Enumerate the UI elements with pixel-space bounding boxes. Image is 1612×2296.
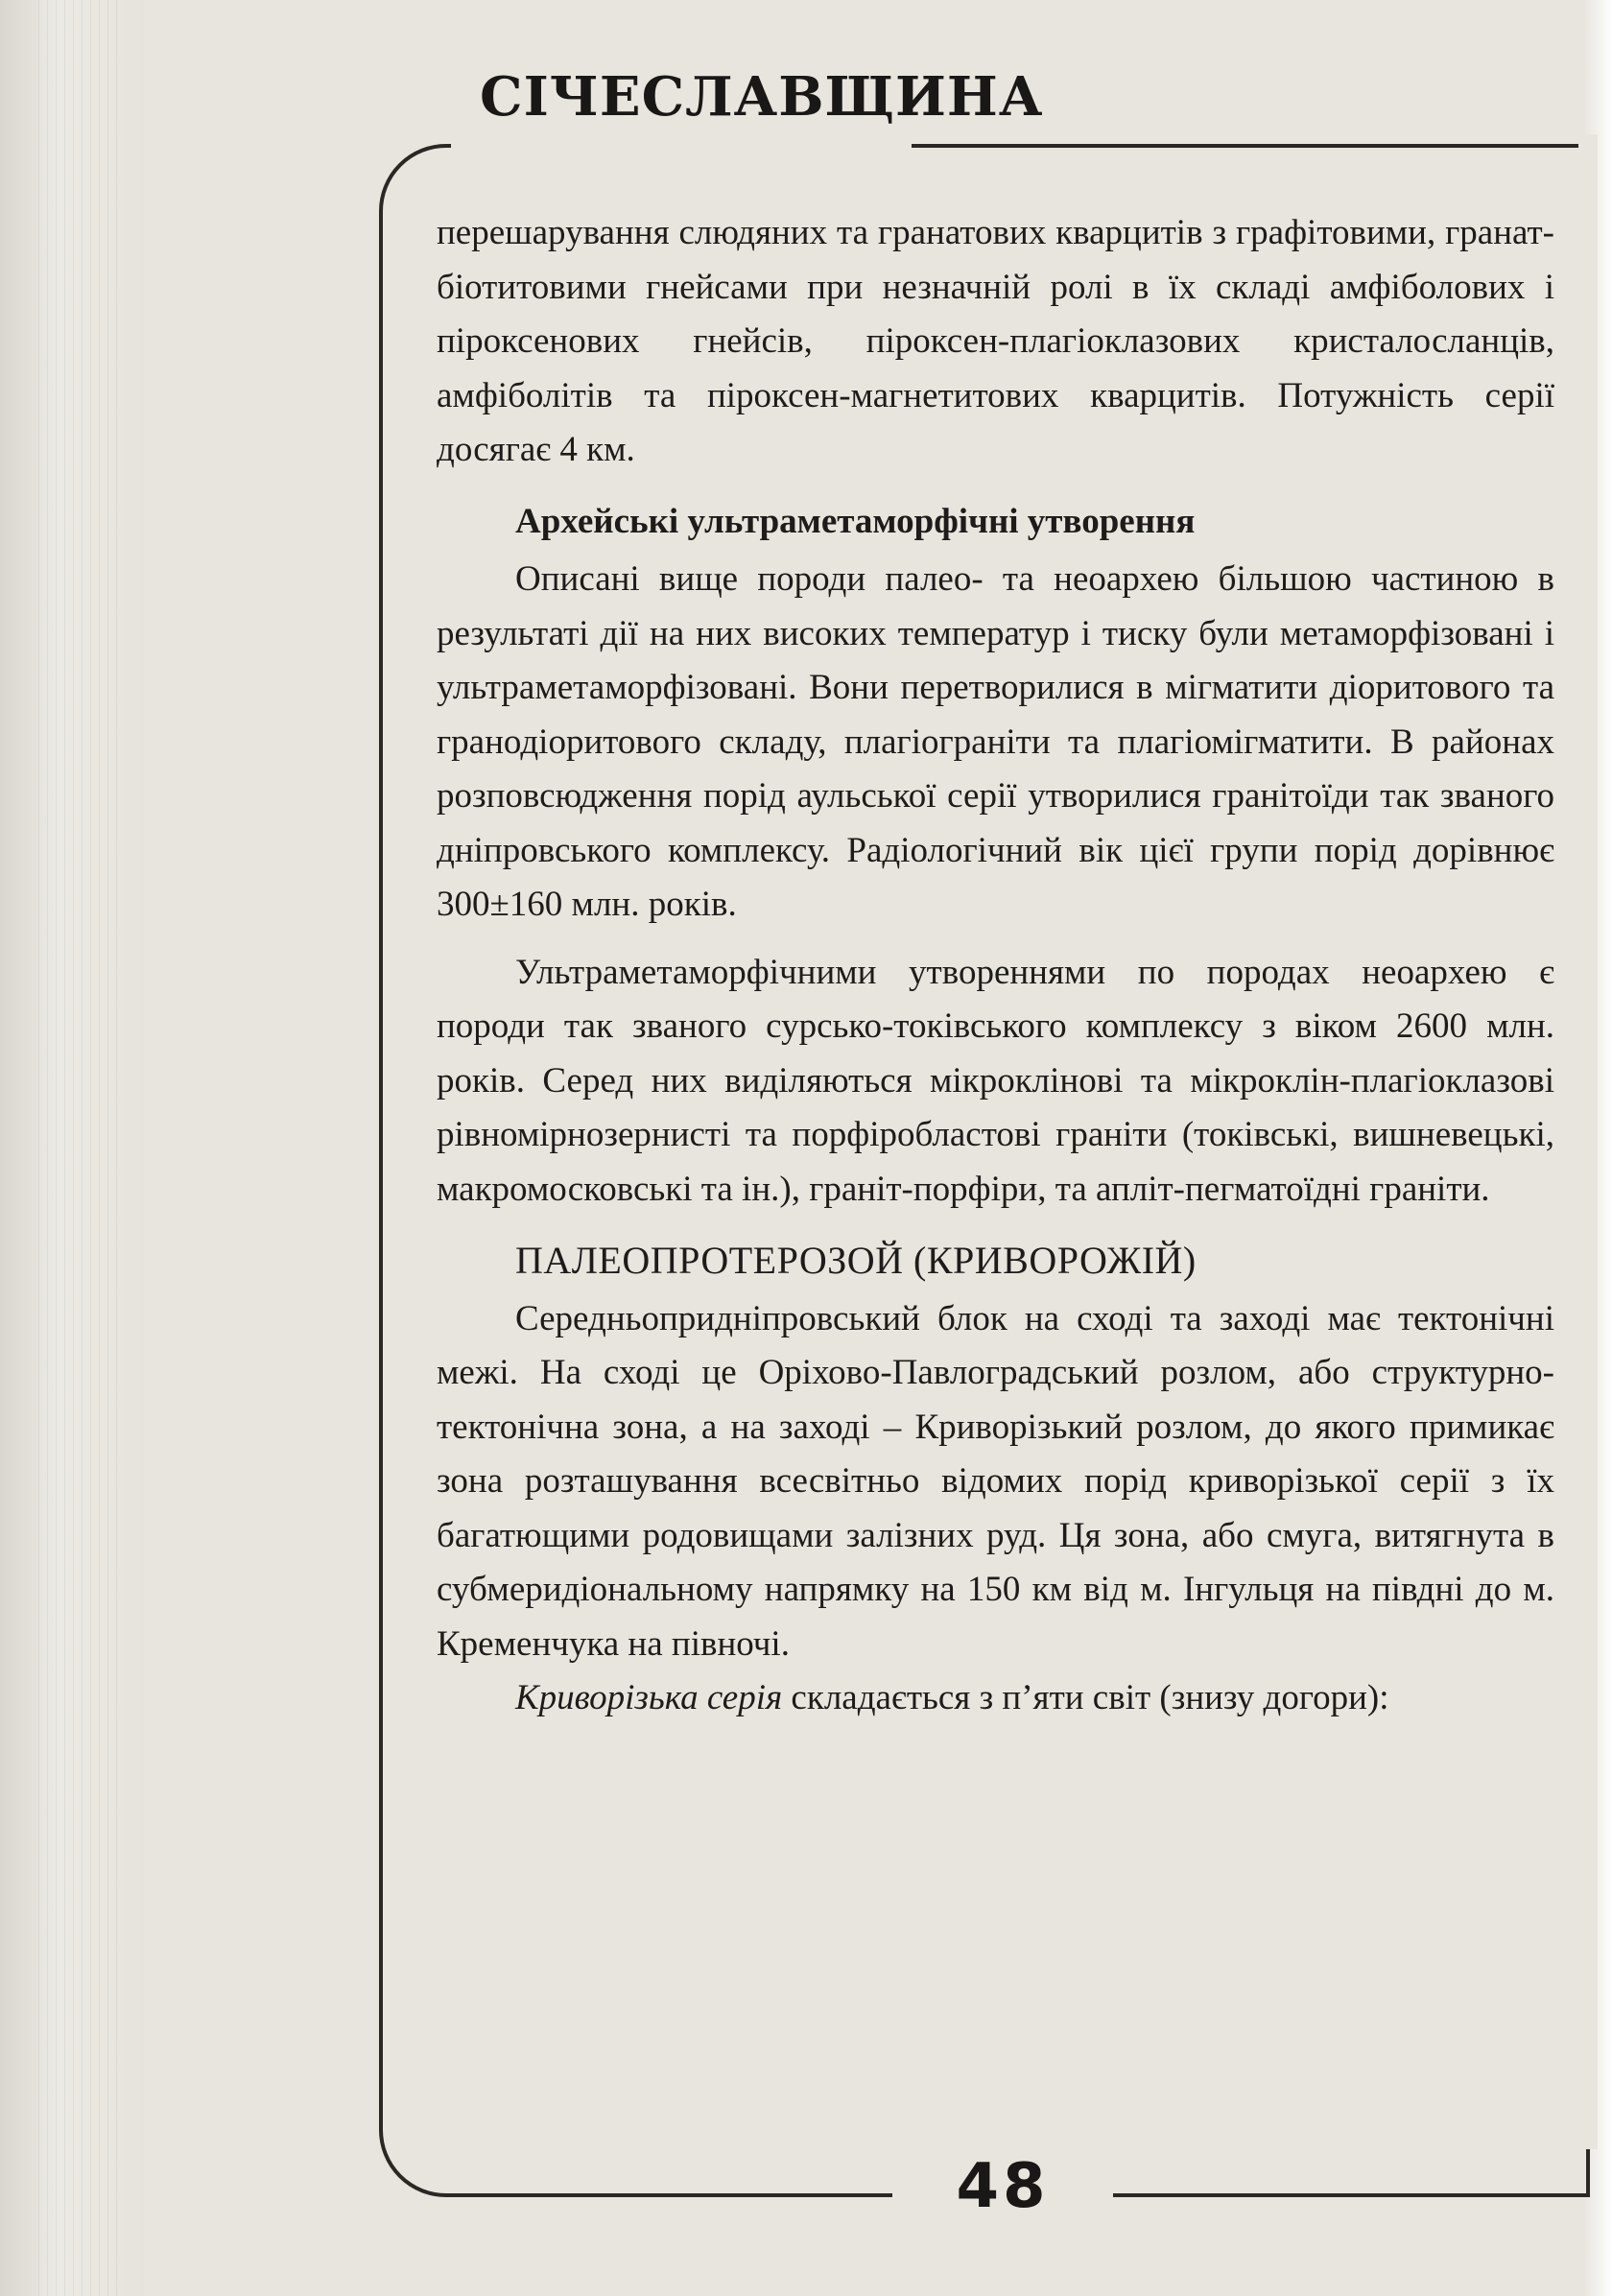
paragraph-5-text: складається з п’яти світ (знизу догори): <box>782 1678 1389 1717</box>
paragraph-3: Ультраметаморфічними утвореннями по породах неоархею є породи так званого сурсько-токівського комплексу з віком 2600 млн. років. Серед них виділяються мікроклінові та мікроклін-плагіоклазові рівномірнозернисті та порфіробластові граніти (токівські, вишневецькі, макромосковські та ін.), граніт-порфіри, та апліт-пегматоїдні граніти. <box>437 952 1554 1209</box>
section-heading-paleoproterozoic: ПАЛЕОПРОТЕРОЗОЙ (КРИВОРОЖІЙ) <box>515 1239 1197 1282</box>
frame-gap-right <box>1578 134 1598 2149</box>
page-edge-lines <box>38 0 125 2296</box>
paragraph-1: перешарування слюдяних та гранатових кварцитів з графітовими, гранат-біотитовими гнейсами при незначній ролі в їх складі амфіболових і піроксенових гнейсів, піроксен-плагіоклазових кристалосланців, амфіболітів та піроксен-магнетитових кварцитів. Потужність серії досягає 4 км. <box>437 213 1554 469</box>
page-body <box>437 206 1554 1726</box>
page-number: 48 <box>956 2151 1050 2222</box>
paragraph-2: Описані вище породи палео- та неоархею більшою частиною в результаті дії на них високих температур і тиску були метаморфізовані і ультраметаморфізовані. Вони перетворилися в мігматити діоритового та гранодіоритового складу, плагіограніти та плагіомігматити. В районах розповсюдження порід аульської серії утворилися гранітоїди так званого дніпровського комплексу. Радіологічний вік цієї групи порід дорівнює 300±160 млн. років. <box>437 559 1554 924</box>
term-kryvorizka-seriia: Криворізька серія <box>515 1678 783 1717</box>
paragraph-5 <box>437 1671 1554 1726</box>
running-header-title: СІЧЕСЛАВЩИНА <box>480 65 1044 129</box>
subheading-archean: Архейські ультраметаморфічні утворення <box>515 501 1196 541</box>
paragraph-4: Середньопридніпровський блок на сході та заході має тектонічні межі. На сході це Оріхово-Павлоградський розлом, або структурно-тектонічна зона, а на заході – Криворізький розлом, до якого примикає зона розташування всесвітньо відомих порід криворізької серії з їх багатющими родовищами залізних руд. Ця зона, або смуга, витягнута в субмеридіональному напрямку на 150 км від м. Інгульця на півдні до м. Кременчука на півночі. <box>437 1298 1554 1664</box>
